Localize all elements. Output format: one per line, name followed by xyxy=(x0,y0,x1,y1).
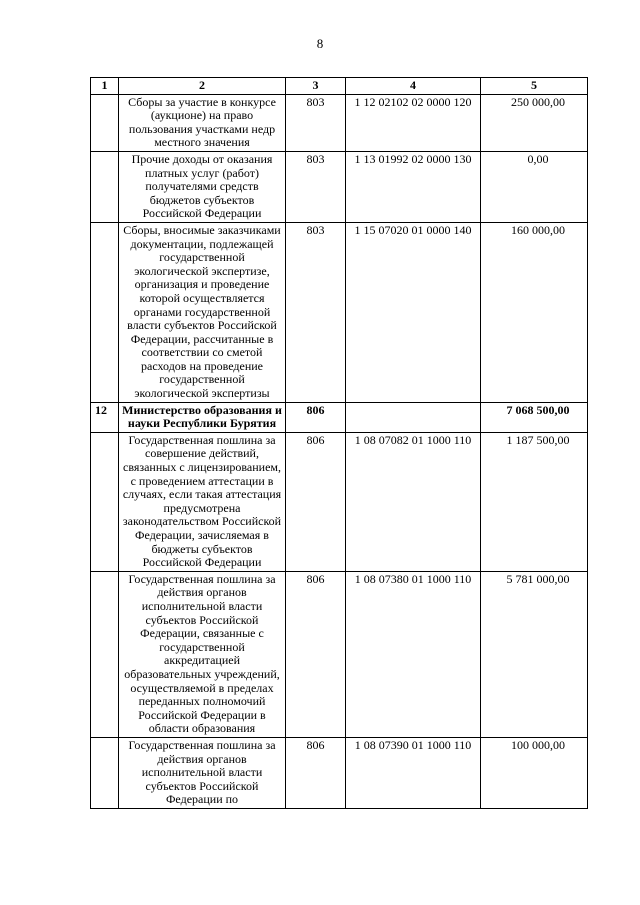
revenue-name: Государственная пошлина за действия органов исполнительной власти субъектов Российской Федерации по xyxy=(119,737,286,808)
kbk-code: 1 12 02102 02 0000 120 xyxy=(346,94,481,151)
amount-value: 160 000,00 xyxy=(511,222,565,237)
column-header: 2 xyxy=(119,78,286,95)
kbk-code: 1 15 07020 01 0000 140 xyxy=(346,222,481,402)
table-row xyxy=(91,571,588,737)
revenue-table xyxy=(90,77,588,809)
amount xyxy=(481,402,588,432)
admin-code: 806 xyxy=(286,737,346,808)
admin-code: 806 xyxy=(286,571,346,737)
row-number xyxy=(91,151,119,222)
admin-code: 806 xyxy=(286,432,346,571)
admin-code: 803 xyxy=(286,222,346,402)
table-row xyxy=(91,737,588,808)
table-row xyxy=(91,222,588,402)
row-number xyxy=(91,432,119,571)
ministry-name: Министерство образования и науки Республики Бурятия xyxy=(119,402,286,432)
column-header: 4 xyxy=(346,78,481,95)
revenue-name: Прочие доходы от оказания платных услуг (работ) получателями средств бюджетов субъектов Российской Федерации xyxy=(119,151,286,222)
column-header: 3 xyxy=(286,78,346,95)
row-number xyxy=(91,571,119,737)
amount-value: 0,00 xyxy=(527,151,549,166)
kbk-code: 1 08 07380 01 1000 110 xyxy=(346,571,481,737)
revenue-name: Сборы за участие в конкурсе (аукционе) на право пользования участками недр местного значения xyxy=(119,94,286,151)
table-row xyxy=(91,151,588,222)
amount xyxy=(481,94,588,151)
amount-value: 1 187 500,00 xyxy=(506,432,570,447)
row-number xyxy=(91,737,119,808)
amount-value: 5 781 000,00 xyxy=(506,571,570,586)
kbk-code: 1 08 07390 01 1000 110 xyxy=(346,737,481,808)
column-header: 1 xyxy=(91,78,119,95)
table-row xyxy=(91,432,588,571)
kbk-code xyxy=(346,402,481,432)
ministry-row xyxy=(91,402,588,432)
column-header: 5 xyxy=(481,78,588,95)
table-row xyxy=(91,94,588,151)
kbk-code: 1 08 07082 01 1000 110 xyxy=(346,432,481,571)
amount xyxy=(481,151,588,222)
revenue-name: Государственная пошлина за действия органов исполнительной власти субъектов Российской Федерации, связанные с государственной аккредитацией образовательных учреждений, осуществляемой в пределах переданных полномочий Российской Федерации в области образования xyxy=(119,571,286,737)
admin-code: 803 xyxy=(286,151,346,222)
page-number: 8 xyxy=(316,36,324,51)
admin-code: 806 xyxy=(286,402,346,432)
table-header-row xyxy=(91,78,588,95)
admin-code: 803 xyxy=(286,94,346,151)
amount-value: 100 000,00 xyxy=(511,737,565,752)
amount-value: 7 068 500,00 xyxy=(506,402,570,417)
row-number xyxy=(91,222,119,402)
amount xyxy=(481,737,588,808)
amount xyxy=(481,432,588,571)
amount xyxy=(481,571,588,737)
amount-value: 250 000,00 xyxy=(511,94,565,109)
revenue-name: Государственная пошлина за совершение действий, связанных с лицензированием, с проведением аттестации в случаях, если такая аттестация предусмотрена законодательством Российской Федерации, зачисляемая в бюджеты субъектов Российской Федерации xyxy=(119,432,286,571)
kbk-code: 1 13 01992 02 0000 130 xyxy=(346,151,481,222)
row-number xyxy=(91,94,119,151)
amount xyxy=(481,222,588,402)
row-number: 12 xyxy=(91,402,119,432)
revenue-name: Сборы, вносимые заказчиками документации, подлежащей государственной экологической экспертизе, организация и проведение которой осуществляется органами государственной власти субъектов Российской Федерации, рассчитанные в соответствии со сметой расходов на проведение государственной экологической экспертизы xyxy=(119,222,286,402)
